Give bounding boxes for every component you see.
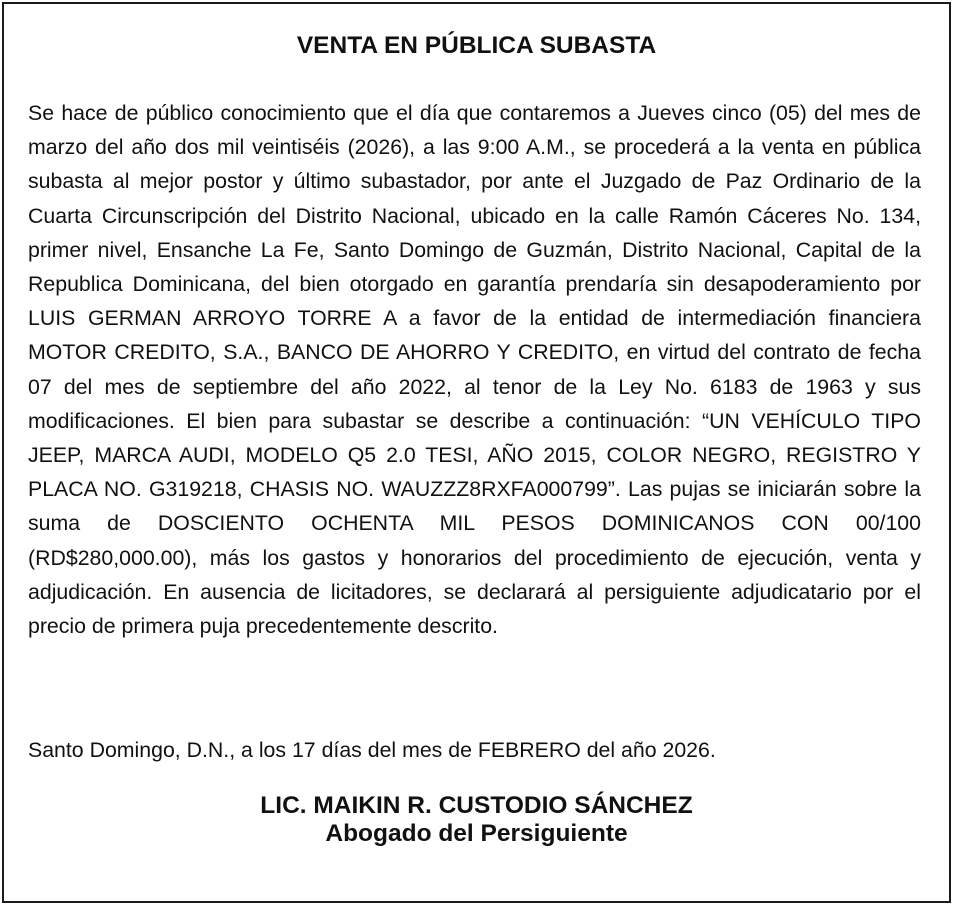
signatory-name: LIC. MAIKIN R. CUSTODIO SÁNCHEZ <box>260 792 693 819</box>
notice-place-date: Santo Domingo, D.N., a los 17 días del mes de FEBRERO del año 2026. <box>28 738 716 762</box>
notice-body: Se hace de público conocimiento que el día que contaremos a Jueves cinco (05) del mes de marzo del año dos mil veintiséis (2026), a las 9:00 A.M., se procederá a la venta en pública subasta al mejor postor y último subastador, por ante el Juzgado de Paz Ordinario de la Cuarta Circunscripción del Distrito Nacional, ubicado en la calle Ramón Cáceres No. 134, primer nivel, Ensanche La Fe, Santo Domingo de Guzmán, Distrito Nacional, Capital de la Republica Dominicana, del bien otorgado en garantía prendaría sin desapoderamiento por LUIS GERMAN ARROYO TORRE A a favor de la entidad de intermediación financiera MOTOR CREDITO, S.A., BANCO DE AHORRO Y CREDITO, en virtud del contrato de fecha 07 del mes de septiembre del año 2022, al tenor de la Ley No. 6183 de 1963 y sus modificaciones. El bien para subastar se describe a continuación: “UN VEHÍCULO TIPO JEEP, MARCA AUDI, MODELO Q5 2.0 TESI, AÑO 2015, COLOR NEGRO, REGISTRO Y PLACA NO. G319218, CHASIS NO. WAUZZZ8RXFA000799”. Las pujas se iniciarán sobre la suma de DOSCIENTO OCHENTA MIL PESOS DOMINICANOS CON 00/100 (RD$280,000.00), más los gastos y honorarios del procedimiento de ejecución, venta y adjudicación. En ausencia de licitadores, se declarará al persiguiente adjudicatario por el precio de primera puja precedentemente descrito. <box>28 101 921 639</box>
notice-title: VENTA EN PÚBLICA SUBASTA <box>296 32 657 59</box>
signatory-role: Abogado del Persiguiente <box>325 820 628 847</box>
legal-notice-box <box>2 2 951 903</box>
